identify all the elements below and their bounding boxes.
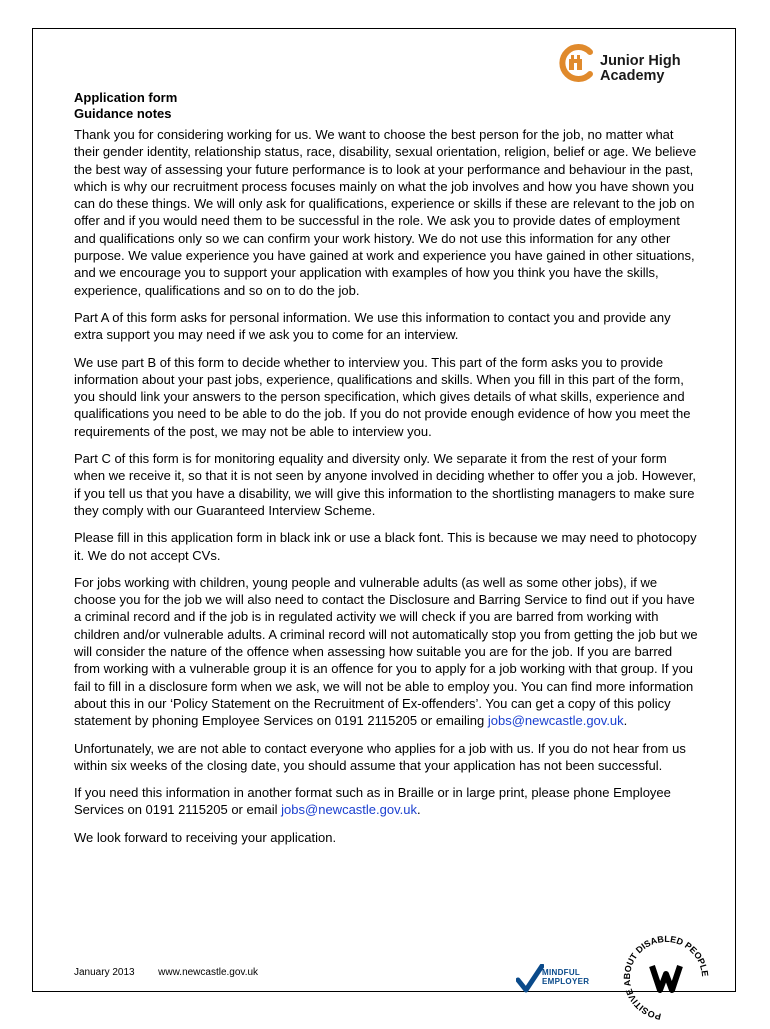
part-c-paragraph: Part C of this form is for monitoring equality and diversity only. We separate it from the rest of your form when we receive it, so that it is not seen by anyone involved in deciding whether to offer you a job. However, if you tell us that you have a disability, we will give this information to the shortlisting managers to make sure they comply with our Guaranteed Interview Scheme. (74, 451, 696, 518)
black-ink-paragraph: Please fill in this application form in black ink or use a black font. This is because we may need to photocopy it. We do not accept CVs. (74, 530, 697, 563)
employer-label: EMPLOYER (542, 977, 590, 986)
page-title: Application form (74, 90, 178, 105)
guidance-content (74, 90, 699, 846)
positive-about-disabled-people-icon (616, 932, 716, 1024)
period: . (416, 802, 421, 818)
positive-about-text: POSITIVE ABOUT DISABLED PEOPLE (621, 933, 711, 1022)
email-link[interactable]: jobs@newcastle.gov.uk (281, 802, 417, 818)
positive-about-disabled-people-badge (616, 932, 716, 1024)
disclosure-text: For jobs working with children, young people and vulnerable adults (as well as some other jobs), if we choose you for the job we will also need to contact the Disclosure and Barring Service to find out if you have a criminal record and if the job is in regulated activity we will check if you are barred from working with children and/or vulnerable adults. A criminal record will not automatically stop you from getting the job but we will consider the nature of the offence when assessing how suitable you are for the job. If you are barred from working with a vulnerable group it is an offence for you to apply for a job working with that group. If you fail to fill in a disclosure form when we ask, we will not be able to employ you. You can find more information about this in our ‘Policy Statement on the Recruitment of Ex-offenders’. You can get a copy of this policy statement by phoning Employee Services on 0191 2115205 or emailing (74, 574, 698, 729)
footer-date: January 2013 (74, 967, 135, 978)
checkmark-icon (516, 964, 544, 994)
footer-website: www.newcastle.gov.uk (158, 967, 259, 978)
footer (74, 967, 258, 978)
mindful-label: MINDFUL (542, 968, 581, 977)
disclosure-paragraph (74, 574, 699, 730)
format-text: If you need this information in another format such as in Braille or in large print, please phone Employee Services on 0191 2115205 or email (74, 785, 671, 818)
part-b-paragraph: We use part B of this form to decide whether to interview you. This part of the form asks you to provide information about your past jobs, experience, qualifications and skills. When you fill in this part of the form, you should link your answers to the person specification, which gives details of what skills, experience and qualifications you need to be able to do the job. If you do not provide enough evidence of how you meet the requirements of the post, we may not be able to interview you. (74, 354, 691, 439)
part-a-paragraph: Part A of this form asks for personal information. We use this information to contact you and provide any extra support you may need if we ask you to come for an interview. (74, 309, 671, 343)
format-paragraph (74, 784, 699, 819)
period: . (623, 713, 628, 729)
intro-paragraph: Thank you for considering working for us. We want to choose the best person for the job, no matter what their gender identity, relationship status, race, disability, sexual orientation, religion, belief or age. We believe the best way of assessing your future performance is to look at your performance and behaviour in the past, which is why our recruitment process focuses mainly on what the job involves and how you have shown you can do these things. We will only ask for qualifications, experience or skills if these are relevant to the job on offer and if you would need them to be successful in the role. We ask you to provide dates of employment and qualifications only so we can confirm your work history. We do not use this information for any other purpose. We value experience you have gained at work and experience you have gained in other situations, and we encourage you to support your application with examples of how you think you have the skills, experience, qualifications and so on to do the job. (74, 127, 697, 298)
unfortunately-paragraph: Unfortunately, we are not able to contact everyone who applies for a job with us. If you do not hear from us within six weeks of the closing date, you should assume that your application has not been successful. (74, 740, 686, 773)
academy-name: Junior High Academy (600, 53, 681, 84)
mindful-employer-badge (516, 964, 606, 994)
academy-logo (556, 42, 706, 92)
page-subtitle: Guidance notes (74, 106, 172, 121)
academy-crest-icon (556, 42, 598, 84)
email-link[interactable]: jobs@newcastle.gov.uk (487, 713, 624, 729)
closing-paragraph: We look forward to receiving your application. (74, 829, 337, 845)
